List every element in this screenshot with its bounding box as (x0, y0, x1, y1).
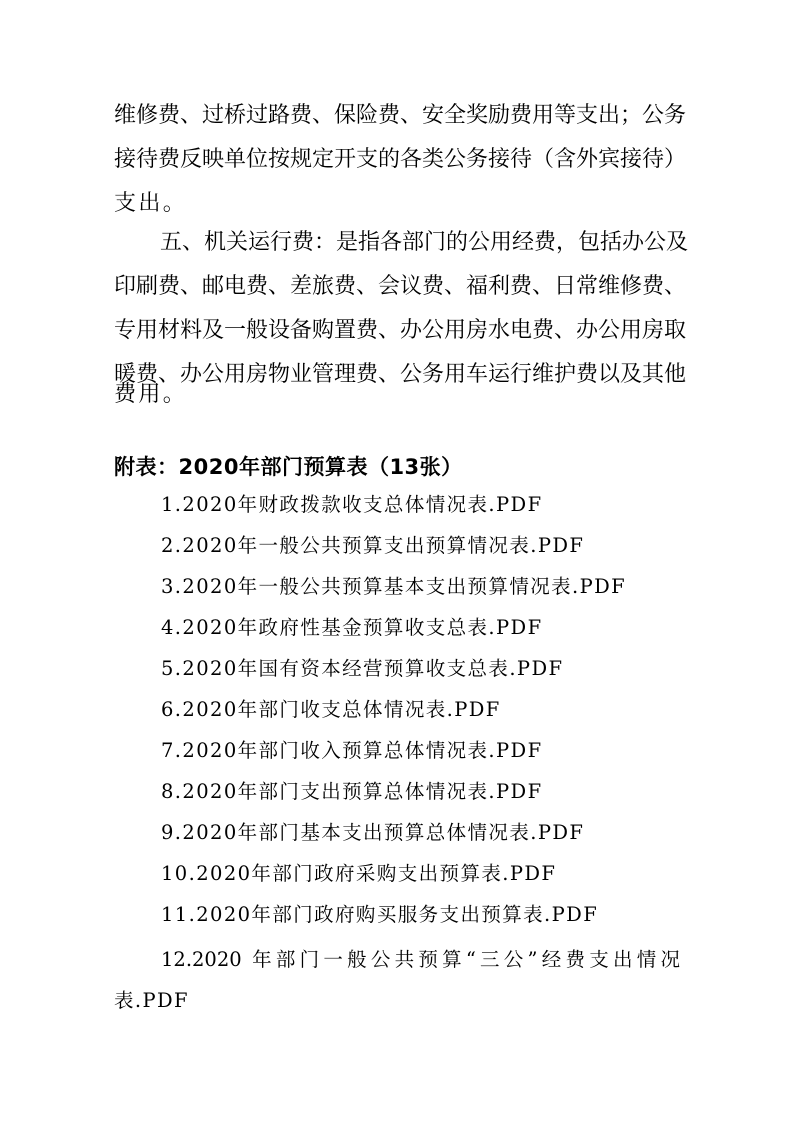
paragraph-line: 接待费反映单位按规定开支的各类公务接待（含外宾接待） (114, 147, 687, 172)
paragraph-line: 专用材料及一般设备购置费、办公用房水电费、办公用房取 (114, 318, 687, 343)
paragraph-line: 五、机关运行费：是指各部门的公用经费，包括办公及 (160, 230, 689, 255)
attachments-heading: 附表：2020年部门预算表（13张） (114, 455, 463, 479)
attachment-link[interactable]: 7.2020年部门收入预算总体情况表.PDF (161, 739, 543, 762)
attachment-link[interactable]: 5.2020年国有资本经营预算收支总表.PDF (161, 657, 564, 680)
attachment-link[interactable]: 1.2020年财政拨款收支总体情况表.PDF (161, 493, 543, 516)
attachment-link[interactable]: 3.2020年一般公共预算基本支出预算情况表.PDF (161, 575, 627, 598)
attachment-link[interactable]: 4.2020年政府性基金预算收支总表.PDF (161, 616, 543, 639)
attachment-link-continuation[interactable]: 表.PDF (114, 989, 189, 1012)
paragraph-line: 支出。 (114, 191, 188, 216)
paragraph-line: 印刷费、邮电费、差旅费、会议费、福利费、日常维修费、 (114, 274, 687, 299)
attachment-link[interactable]: 2.2020年一般公共预算支出预算情况表.PDF (161, 534, 585, 557)
paragraph-line: 费用。 (114, 382, 188, 407)
attachment-link[interactable]: 11.2020年部门政府购买服务支出预算表.PDF (161, 903, 599, 926)
attachment-link[interactable]: 9.2020年部门基本支出预算总体情况表.PDF (161, 821, 585, 844)
paragraph-line: 暖费、办公用房物业管理费、公务用车运行维护费以及其他 (114, 362, 687, 387)
paragraph-line: 维修费、过桥过路费、保险费、安全奖励费用等支出；公务 (114, 103, 687, 128)
attachment-link[interactable]: 10.2020年部门政府采购支出预算表.PDF (161, 862, 557, 885)
attachment-link[interactable]: 12.2020 年部门一般公共预算“三公”经费支出情况 (161, 948, 680, 971)
attachment-link[interactable]: 6.2020年部门收支总体情况表.PDF (161, 698, 501, 721)
attachment-link[interactable]: 8.2020年部门支出预算总体情况表.PDF (161, 780, 543, 803)
